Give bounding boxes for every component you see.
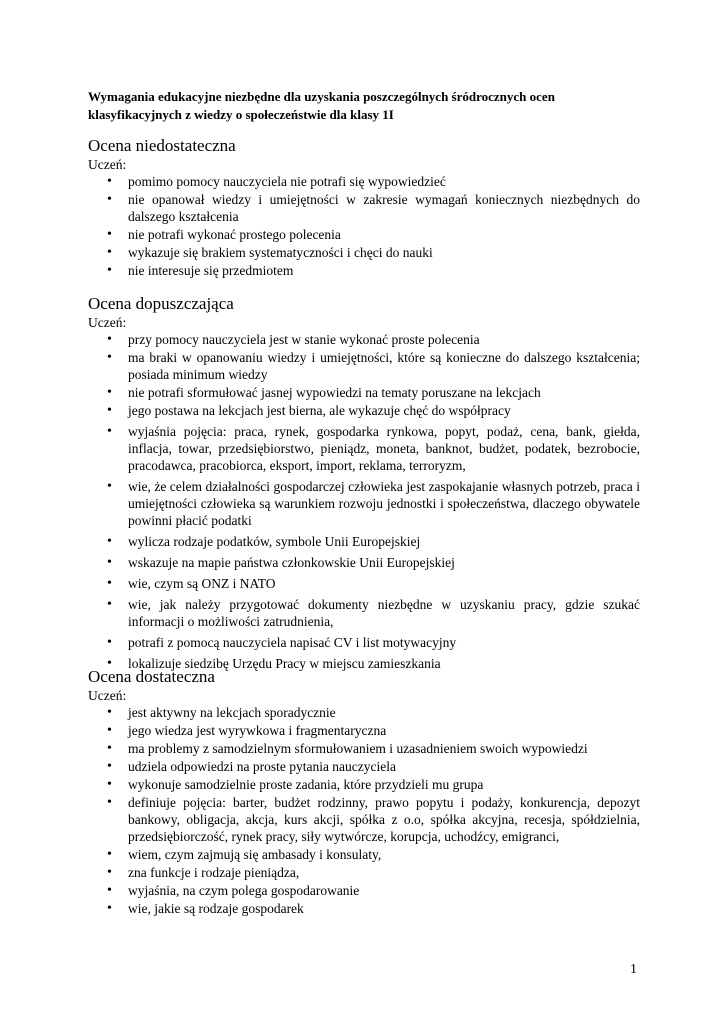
student-label: Uczeń: (88, 688, 127, 703)
requirements-list (88, 704, 640, 917)
list-item: • nie interesuje się przedmiotem (88, 262, 640, 279)
list-item: • wykonuje samodzielnie proste zadania, które przydzieli mu grupa (88, 776, 640, 793)
student-label: Uczeń: (88, 315, 127, 330)
list-item: • wie, czym są ONZ i NATO (88, 575, 640, 592)
list-item: • wiem, czym zajmują się ambasady i konsulaty, (88, 846, 640, 863)
list-item: • nie potrafi sformułować jasnej wypowiedzi na tematy poruszane na lekcjach (88, 384, 640, 401)
student-label: Uczeń: (88, 157, 127, 172)
list-item: • wskazuje na mapie państwa członkowskie Unii Europejskiej (88, 554, 640, 571)
list-item: • wie, jak należy przygotować dokumenty niezbędne w uzyskaniu pracy, gdzie szukać informacji o możliwości zatrudnienia, (88, 596, 640, 630)
document-title: Wymagania edukacyjne niezbędne dla uzyskania poszczególnych śródrocznych ocen klasyfikacyjnych z wiedzy o społeczeństwie dla klasy 1I (88, 89, 555, 122)
list-item: • jego wiedza jest wyrywkowa i fragmentaryczna (88, 722, 640, 739)
list-item: • wie, że celem działalności gospodarczej człowieka jest zaspokajanie własnych potrzeb, praca i umiejętności człowieka są warunkiem rozwoju jednostki i społeczeństwa, dlaczego obywatele powinni płacić podatki (88, 478, 640, 529)
list-item: • ma braki w opanowaniu wiedzy i umiejętności, które są konieczne do dalszego kształcenia; posiada minimum wiedzy (88, 349, 640, 383)
list-item: • pomimo pomocy nauczyciela nie potrafi się wypowiedzieć (88, 173, 640, 190)
list-item: • wyjaśnia, na czym polega gospodarowanie (88, 882, 640, 899)
list-item: • definiuje pojęcia: barter, budżet rodzinny, prawo popytu i podaży, konkurencja, depozyt bankowy, obligacja, akcja, kurs akcji, spółka z o.o, spółka akcyjna, recesja, spółdzielnia, przedsiębiorczość, rynek pracy, siły wytwórcze, korupcja, uchodźcy, emigranci, (88, 794, 640, 845)
list-item: • przy pomocy nauczyciela jest w stanie wykonać proste polecenia (88, 331, 640, 348)
list-item: • zna funkcje i rodzaje pieniądza, (88, 864, 640, 881)
section-heading: Ocena dopuszczająca (88, 294, 234, 313)
list-item: • jest aktywny na lekcjach sporadycznie (88, 704, 640, 721)
section-niedostateczna (88, 136, 640, 280)
section-dopuszczajaca (88, 294, 640, 673)
section-dostateczna (88, 667, 640, 918)
list-item: • wyjaśnia pojęcia: praca, rynek, gospodarka rynkowa, popyt, podaż, cena, bank, giełda, inflacja, towar, przedsiębiorstwo, pieniądz, moneta, banknot, budżet, podatek, bezrobocie, pracodawca, pracobiorca, eksport, import, reklama, terroryzm, (88, 423, 640, 474)
requirements-list (88, 173, 640, 279)
page-number: 1 (630, 962, 637, 977)
section-heading: Ocena dostateczna (88, 667, 215, 686)
list-item: • ma problemy z samodzielnym sformułowaniem i uzasadnieniem swoich wypowiedzi (88, 740, 640, 757)
list-item: • potrafi z pomocą nauczyciela napisać CV i list motywacyjny (88, 634, 640, 651)
list-item: • udziela odpowiedzi na proste pytania nauczyciela (88, 758, 640, 775)
list-item: • wie, jakie są rodzaje gospodarek (88, 900, 640, 917)
list-item: • nie opanował wiedzy i umiejętności w zakresie wymagań koniecznych niezbędnych do dalszego kształcenia (88, 191, 640, 225)
list-item: • lokalizuje siedzibę Urzędu Pracy w miejscu zamieszkania (88, 655, 640, 672)
requirements-list (88, 331, 640, 672)
list-item: • jego postawa na lekcjach jest bierna, ale wykazuje chęć do współpracy (88, 402, 640, 419)
list-item: • wylicza rodzaje podatków, symbole Unii Europejskiej (88, 533, 640, 550)
section-heading: Ocena niedostateczna (88, 136, 236, 155)
list-item: • wykazuje się brakiem systematyczności i chęci do nauki (88, 244, 640, 261)
list-item: • nie potrafi wykonać prostego polecenia (88, 226, 640, 243)
